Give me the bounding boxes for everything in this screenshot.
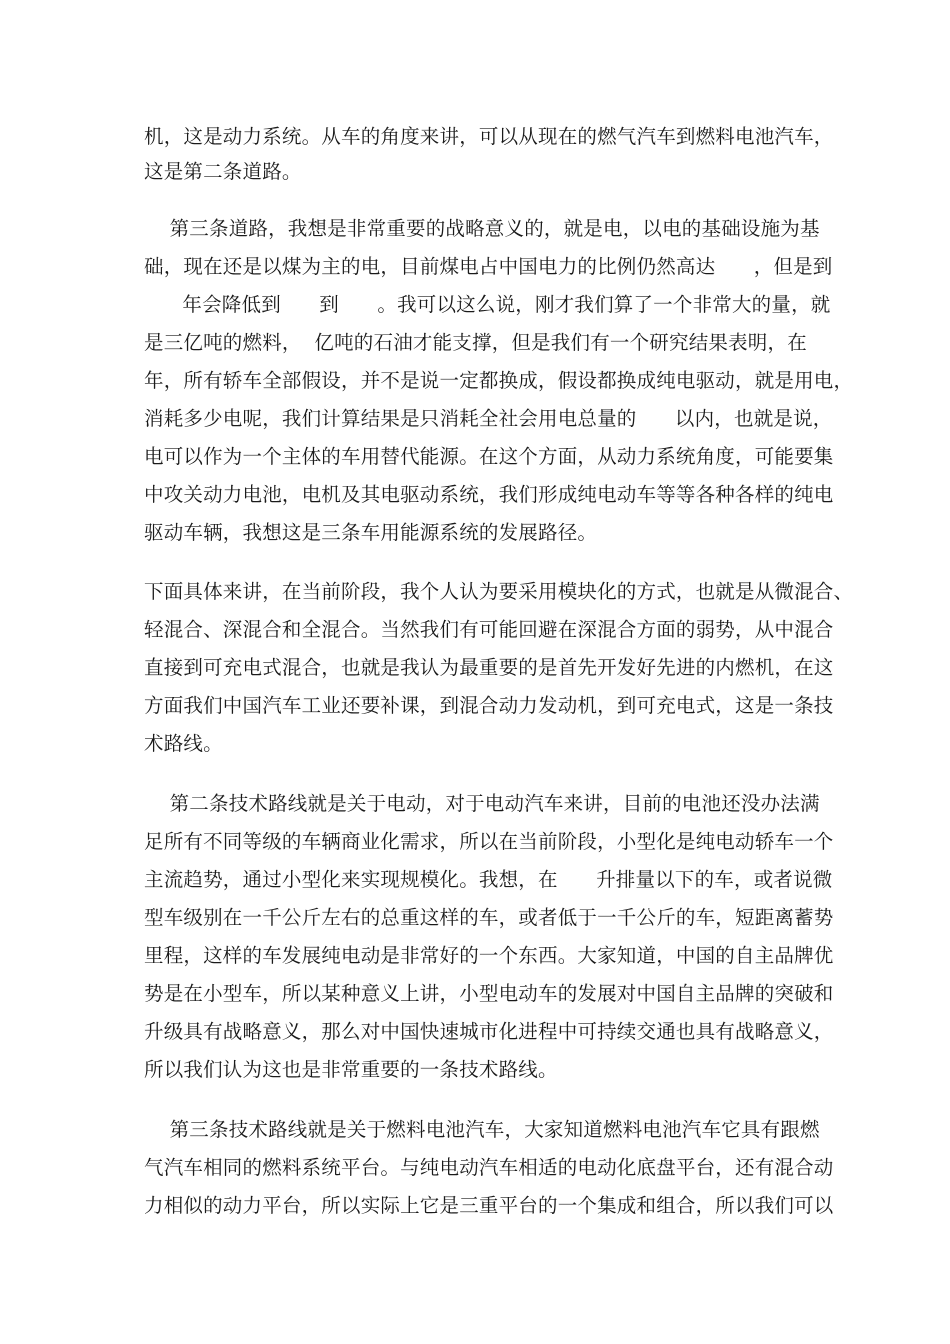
paragraph-4-line-7: 升级具有战略意义，那么对中国快速城市化进程中可持续交通也具有战略意义， bbox=[144, 1020, 834, 1043]
paragraph-4-line-5: 里程，这样的车发展纯电动是非常好的一个东西。大家知道，中国的自主品牌优 bbox=[144, 944, 834, 967]
paragraph-4-line-3: 主流趋势，通过小型化来实现规模化。我想，在 升排量以下的车，或者说微 bbox=[144, 868, 833, 891]
paragraph-2-line-2: 础，现在还是以煤为主的电，目前煤电占中国电力的比例仍然高达 ，但是到 bbox=[144, 255, 833, 278]
paragraph-2-line-4: 是三亿吨的燃料， 亿吨的石油才能支撑，但是我们有一个研究结果表明，在 bbox=[144, 331, 807, 354]
paragraph-1-line-1: 机，这是动力系统。从车的角度来讲，可以从现在的燃气汽车到燃料电池汽车， bbox=[144, 125, 834, 148]
paragraph-2-line-1: 第三条道路，我想是非常重要的战略意义的，就是电，以电的基础设施为基 bbox=[144, 217, 820, 240]
paragraph-5-line-1: 第三条技术路线就是关于燃料电池汽车，大家知道燃料电池汽车它具有跟燃 bbox=[144, 1118, 820, 1141]
paragraph-4-line-2: 足所有不同等级的车辆商业化需求，所以在当前阶段，小型化是纯电动轿车一个 bbox=[144, 830, 834, 853]
paragraph-2-line-6: 消耗多少电呢，我们计算结果是只消耗全社会用电总量的 以内，也就是说， bbox=[144, 407, 833, 430]
paragraph-3-line-3: 直接到可充电式混合，也就是我认为最重要的是首先开发好先进的内燃机，在这 bbox=[144, 656, 834, 679]
paragraph-2-line-5: 年，所有轿车全部假设，并不是说一定都换成，假设都换成纯电驱动，就是用电， bbox=[144, 369, 854, 392]
paragraph-3-line-4: 方面我们中国汽车工业还要补课，到混合动力发动机，到可充电式，这是一条技 bbox=[144, 694, 834, 717]
paragraph-3-line-1: 下面具体来讲，在当前阶段，我个人认为要采用模块化的方式，也就是从微混合、 bbox=[144, 580, 854, 603]
paragraph-4-line-6: 势是在小型车，所以某种意义上讲，小型电动车的发展对中国自主品牌的突破和 bbox=[144, 982, 834, 1005]
paragraph-2-line-8: 中攻关动力电池，电机及其电驱动系统，我们形成纯电动车等等各种各样的纯电 bbox=[144, 483, 834, 506]
paragraph-3-line-2: 轻混合、深混合和全混合。当然我们有可能回避在深混合方面的弱势，从中混合 bbox=[144, 618, 834, 641]
paragraph-5-line-3: 力相似的动力平台，所以实际上它是三重平台的一个集成和组合，所以我们可以 bbox=[144, 1194, 834, 1217]
paragraph-2-line-3: 年会降低到 到 。我可以这么说，刚才我们算了一个非常大的量，就 bbox=[144, 293, 831, 316]
paragraph-3-line-5: 术路线。 bbox=[144, 732, 223, 755]
paragraph-5-line-2: 气汽车相同的燃料系统平台。与纯电动汽车相适的电动化底盘平台，还有混合动 bbox=[144, 1156, 834, 1179]
paragraph-2-line-9: 驱动车辆，我想这是三条车用能源系统的发展路径。 bbox=[144, 521, 598, 544]
paragraph-4-line-1: 第二条技术路线就是关于电动，对于电动汽车来讲，目前的电池还没办法满 bbox=[144, 792, 820, 815]
paragraph-4-line-8: 所以我们认为这也是非常重要的一条技术路线。 bbox=[144, 1058, 558, 1081]
paragraph-2-line-7: 电可以作为一个主体的车用替代能源。在这个方面，从动力系统角度，可能要集 bbox=[144, 445, 834, 468]
paragraph-4-line-4: 型车级别在一千公斤左右的总重这样的车，或者低于一千公斤的车，短距离蓄势 bbox=[144, 906, 834, 929]
paragraph-1-line-2: 这是第二条道路。 bbox=[144, 160, 302, 183]
